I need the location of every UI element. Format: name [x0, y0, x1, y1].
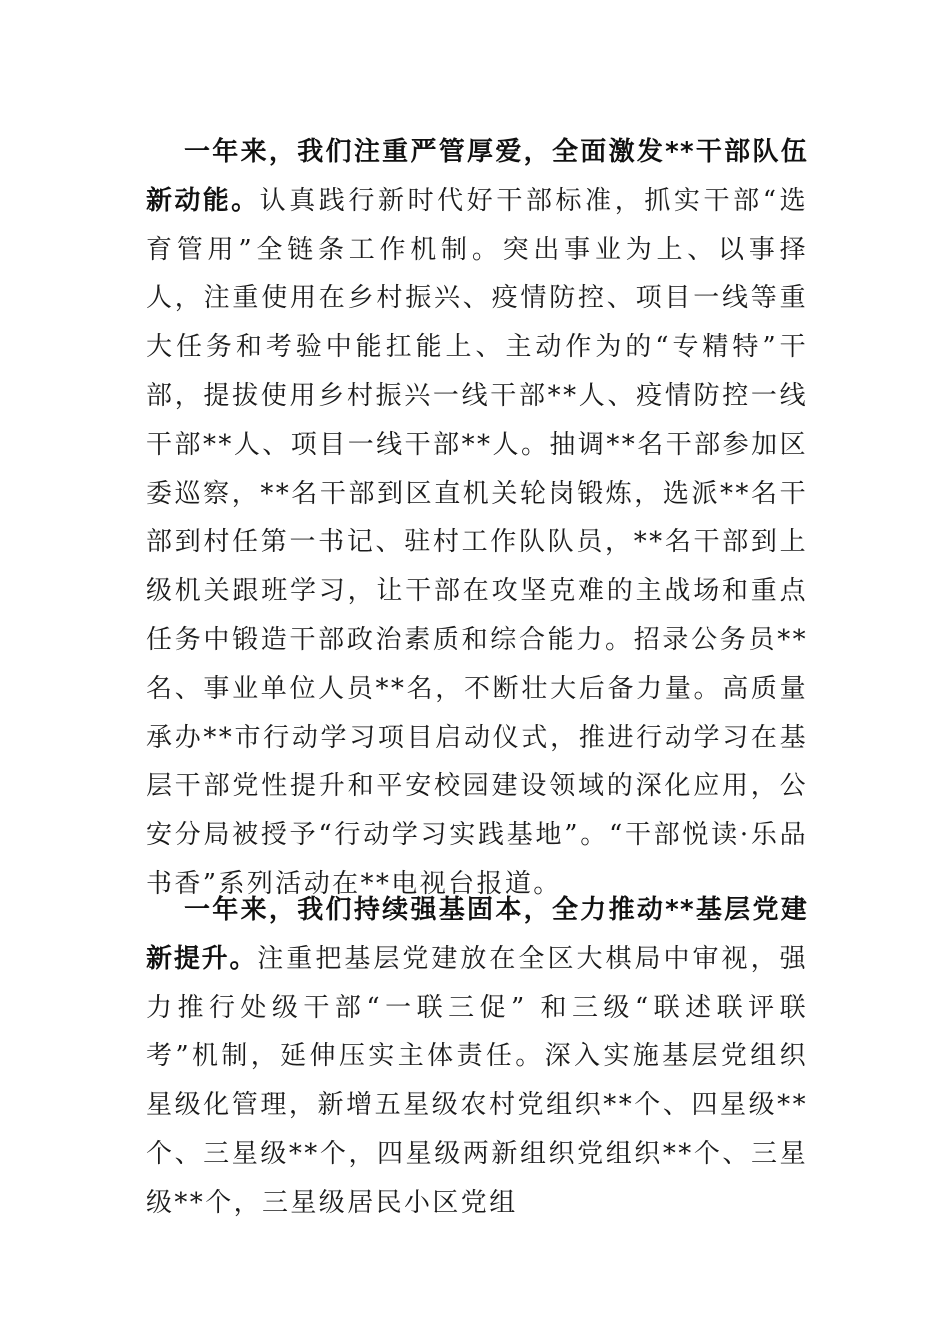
paragraph-lead: 一年来，我们持续强基固本，全力推动**基层党建新提升。	[146, 895, 808, 974]
paragraph-lead: 一年来，我们注重严管厚爱，全面激发**干部队伍新动能。	[146, 137, 808, 216]
paragraph-cadre-team	[146, 128, 808, 909]
paragraph-body: 认真践行新时代好干部标准，抓实干部“选育管用”全链条工作机制。突出事业为上、以事择人，注重使用在乡村振兴、疫情防控、项目一线等重大任务和考验中能扛能上、主动作为的“专精特”干部，提拔使用乡村振兴一线干部**人、疫情防控一线干部**人、项目一线干部**人。抽调**名干部参加区委巡察，**名干部到区直机关轮岗锻炼，选派**名干部到村任第一书记、驻村工作队队员，**名干部到上级机关跟班学习，让干部在攻坚克难的主战场和重点任务中锻造干部政治素质和综合能力。招录公务员**名、事业单位人员**名，不断壮大后备力量。高质量承办**市行动学习项目启动仪式，推进行动学习在基层干部党性提升和平安校园建设领域的深化应用，公安分局被授予“行动学习实践基地”。“干部悦读·乐品书香”系列活动在**电视台报道。	[146, 185, 808, 899]
paragraph-grassroots-party	[146, 886, 808, 1228]
paragraph-body: 注重把基层党建放在全区大棋局中审视，强力推行处级干部“一联三促” 和三级“联述联评联考”机制，延伸压实主体责任。深入实施基层党组织星级化管理，新增五星级农村党组织**个、四星级**个、三星级**个，四星级两新组织党组织**个、三星级**个，三星级居民小区党组	[146, 943, 808, 1218]
